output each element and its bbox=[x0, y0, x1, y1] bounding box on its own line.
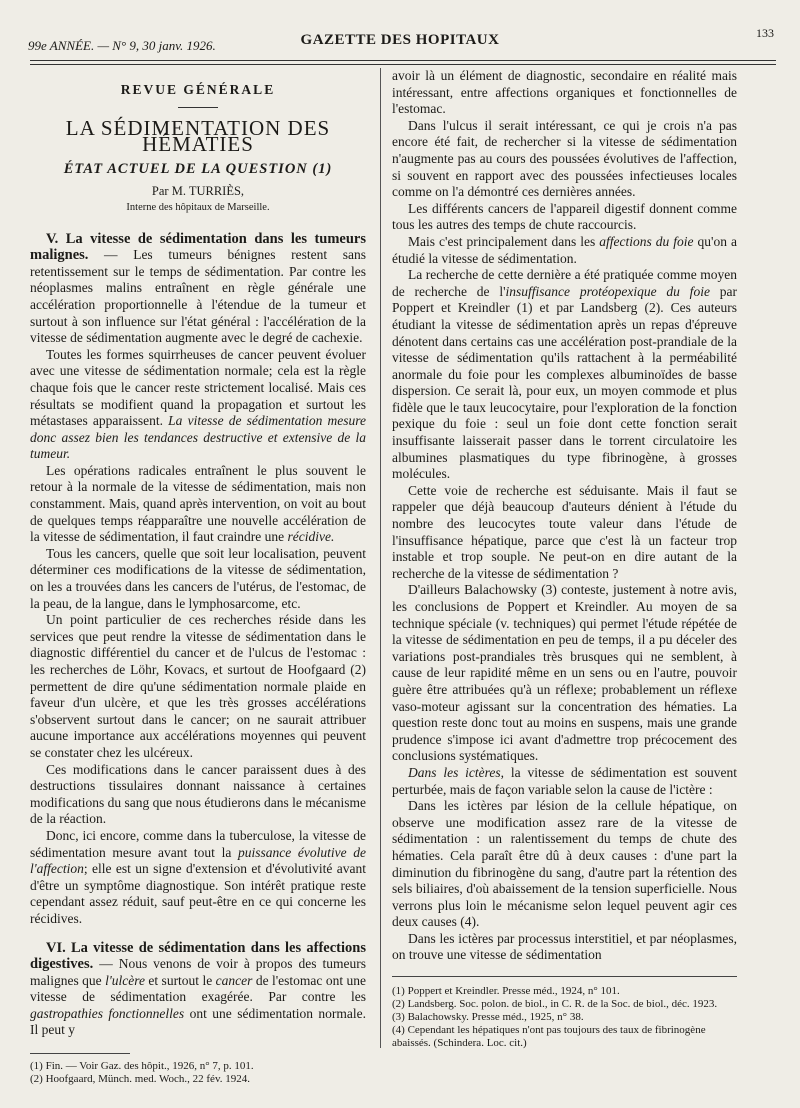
footnote-rule bbox=[30, 1053, 130, 1054]
issue-info: 99e ANNÉE. — N° 9, 30 janv. 1926. bbox=[28, 38, 216, 53]
header-rule-double bbox=[30, 64, 776, 65]
page-number: 133 bbox=[756, 26, 774, 40]
section-heading: V. La vitesse de sédimentation dans les tumeurs malignes. bbox=[30, 230, 366, 264]
paragraph: avoir là un élément de diagnostic, secondaire en réalité mais intéressant, entre affections organiques et fonctionnelles de l'estomac. bbox=[392, 68, 737, 117]
paragraph: Un point particulier de ces recherches réside dans les services que peut rendre la vitesse de sédimentation dans le diagnostic différentiel du cancer et de l'ulcus de l'estomac : les recherches de Löhr, Kovacs, et surtout de Hoofgaard (2) permettent de dire qu'une sédimentation normale plaide en faveur d'un ulcère, et que les très grosses accélérations s'observent surtout dans le cancer; on ne saurait attribuer aucune importance aux accélérations moyennes qui peuvent se constater chez les ulcéreux. bbox=[30, 612, 366, 760]
paragraph: Dans les ictères par processus interstitiel, et par néoplasmes, on trouve une vitesse de sédimentation bbox=[392, 930, 737, 963]
paragraph: Dans les ictères par lésion de la cellule hépatique, on observe une modification assez rare de la vitesse de sédimentation : un ralentissement du temps de chute des hématies. Cela paraît être dû à deux causes : d'une part la diminution du fibrinogène du sang, d'autre part la rétention des sels biliaires, d'où abaissement de la tension superficielle. Nous verrons plus loin le mécanisme selon lequel peuvent agir ces deux causes (4). bbox=[392, 798, 737, 930]
paragraph: Donc, ici encore, comme dans la tuberculose, la vitesse de sédimentation mesure avant tout la puissance évolutive de l'affection; elle est un signe d'extension et d'évolutivité avant d'être un symptôme diagnostique. Son intérêt pratique reste cependant assez réduit, sauf peut-être en ce qui concerne les récidives. bbox=[30, 827, 366, 926]
footnote-rule bbox=[392, 976, 737, 977]
paragraph: V. La vitesse de sédimentation dans les tumeurs malignes. — Les tumeurs bénignes restent sans retentissement sur le temps de sédimentation. Par contre les néoplasmes malins entraînent en règle générale une accélération proportionnelle à l'étendue de la tumeur et surtout à son influence sur l'état général : l'accélération de la vitesse de sédimentation augmente avec le degré de cachexie. bbox=[30, 230, 366, 346]
footnote: (2) Landsberg. Soc. polon. de biol., in C. R. de la Soc. de biol., déc. 1923. bbox=[392, 998, 718, 1011]
author: Par M. TURRIÈS, bbox=[151, 184, 245, 199]
paragraph: Dans les ictères, la vitesse de sédimentation est souvent perturbée, mais de façon variable selon la cause de l'ictère : bbox=[392, 764, 737, 797]
footnote: (1) Fin. — Voir Gaz. des hôpit., 1926, n° 7, p. 101. bbox=[30, 1060, 254, 1073]
left-column bbox=[30, 68, 366, 1086]
author-affiliation: Interne des hôpitaux de Marseille. bbox=[126, 201, 270, 213]
paragraph: Les opérations radicales entraînent le plus souvent le retour à la normale de la vitesse de sédimentation, mais non constamment. Mais, quand après intervention, on voit au bout de quelques temps réapparaître une nouvelle accélération de la vitesse de sédimentation, il faut craindre une récidive. bbox=[30, 462, 366, 545]
footnote: (3) Balachowsky. Presse méd., 1925, n° 38. bbox=[392, 1011, 584, 1024]
right-column bbox=[392, 68, 737, 1050]
running-header bbox=[20, 24, 780, 54]
section-heading: VI. La vitesse de sédimentation dans les affections digestives. bbox=[30, 939, 366, 973]
section-label: REVUE GÉNÉRALE bbox=[120, 82, 276, 97]
paragraph: Dans l'ulcus il serait intéressant, ce qui je crois n'a pas encore été fait, de rechercher si la vitesse de sédimentation n'augmente pas au cours des poussées évolutives de l'affection, si souvent en rapport avec des poussées infectieuses locales comme on l'a démontré ces dernières années. bbox=[392, 117, 737, 200]
footnote: (4) Cependant les hépatiques n'ont pas toujours des taux de fibrinogène abaissés. (Schindera. Loc. cit.) bbox=[392, 1024, 706, 1050]
journal-title: GAZETTE DES HOPITAUX bbox=[300, 32, 500, 48]
paragraph: Ces modifications dans le cancer paraissent dues à des destructions tissulaires donnant naissance à certaines modifications du sang que nous étudierons dans le mécanisme de la réaction. bbox=[30, 761, 366, 827]
paragraph: D'ailleurs Balachowsky (3) conteste, justement à notre avis, les conclusions de Poppert et Kreindler. Au moyen de sa technique spéciale (v. techniques) qui permet l'étude répétée de la vitesse de sédimentation en peu de temps, il a pu déceler des variations post-prandiales très brusques qui ne semblent, à cause de leur rapidité même en un sens ou en l'autre, pouvoir guère être attribuées qu'à un réflexe; probablement un réflexe vaso-moteur agissant sur la concentration des hématies. La question reste donc tout au moins en suspens, mais une grande prudence s'impose ici avant d'admettre trop précocement des conclusions systématiques. bbox=[392, 582, 737, 764]
article-subtitle: ÉTAT ACTUEL DE LA QUESTION (1) bbox=[63, 160, 333, 177]
footnote: (2) Hoofgaard, Münch. med. Woch., 22 fév. 1924. bbox=[30, 1073, 250, 1086]
footnote: (1) Poppert et Kreindler. Presse méd., 1924, n° 101. bbox=[392, 985, 620, 998]
paragraph: Les différents cancers de l'appareil digestif donnent comme tous les autres des temps de chute raccourcis. bbox=[392, 200, 737, 233]
paragraph: Cette voie de recherche est séduisante. Mais il faut se rappeler que déjà beaucoup d'auteurs dénient à l'étude du nombre des leucocytes toute valeur dans l'étude de l'insuffisance hépatique, parce que c'est là un facteur trop instable et trop souple. Ne peut-on en dire autant de la recherche de la vitesse de sédimentation ? bbox=[392, 482, 737, 581]
header-rule bbox=[30, 60, 776, 61]
paragraph: Tous les cancers, quelle que soit leur localisation, peuvent déterminer ces modifications de la vitesse de sédimentation, on les a trouvées dans les cancers de l'utérus, de l'estomac, de la peau, de la langue, dans le lymphosarcome, etc. bbox=[30, 545, 366, 611]
paragraph: La recherche de cette dernière a été pratiquée comme moyen de recherche de l'insuffisance protéopexique du foie par Poppert et Kreindler (1) et par Landsberg (2). Ces auteurs étudiant la vitesse de sédimentation après un repas d'épreuve dénotent dans certains cas une accélération post-prandiale de la vitesse de sédimentation qu'ils rattachent à la perméabilité anormale du foie pour les complexes albuminoïdes de basse dispersion. Ce serait là, pour eux, un moyen commode et plus fidèle que le taux leucocytaire, pour l'exploration de la fonction pexique du foie : seul un foie dont cette fonction serait insuffisante laisserait passer dans le torrent circulatoire les albumines plasmatiques du type fibrinogène, à grosses molécules. bbox=[392, 267, 737, 482]
paragraph: VI. La vitesse de sédimentation dans les affections digestives. — Nous venons de voir à propos des tumeurs malignes que l'ulcère et surtout le cancer de l'estomac ont une vitesse de sédimentation exagérée. Par contre les gastropathies fonctionnelles ont une sédimentation normale. Il peut y bbox=[30, 939, 366, 1038]
paragraph: Toutes les formes squirrheuses de cancer peuvent évoluer avec une vitesse de sédimentation normale; cela est la règle chaque fois que le cancer reste strictement localisé. Mais ces résultats se modifient quand la propagation et surtout les métastases apparaissent. La vitesse de sédimentation mesure donc assez bien les tendances destructive et extensive de la tumeur. bbox=[30, 346, 367, 462]
paragraph: Mais c'est principalement dans les affections du foie qu'on a étudié la vitesse de sédimentation. bbox=[392, 233, 737, 266]
title-rule bbox=[178, 107, 218, 108]
article-title: LA SÉDIMENTATION DES HÉMATIES bbox=[65, 115, 331, 157]
column-divider bbox=[380, 68, 381, 1048]
